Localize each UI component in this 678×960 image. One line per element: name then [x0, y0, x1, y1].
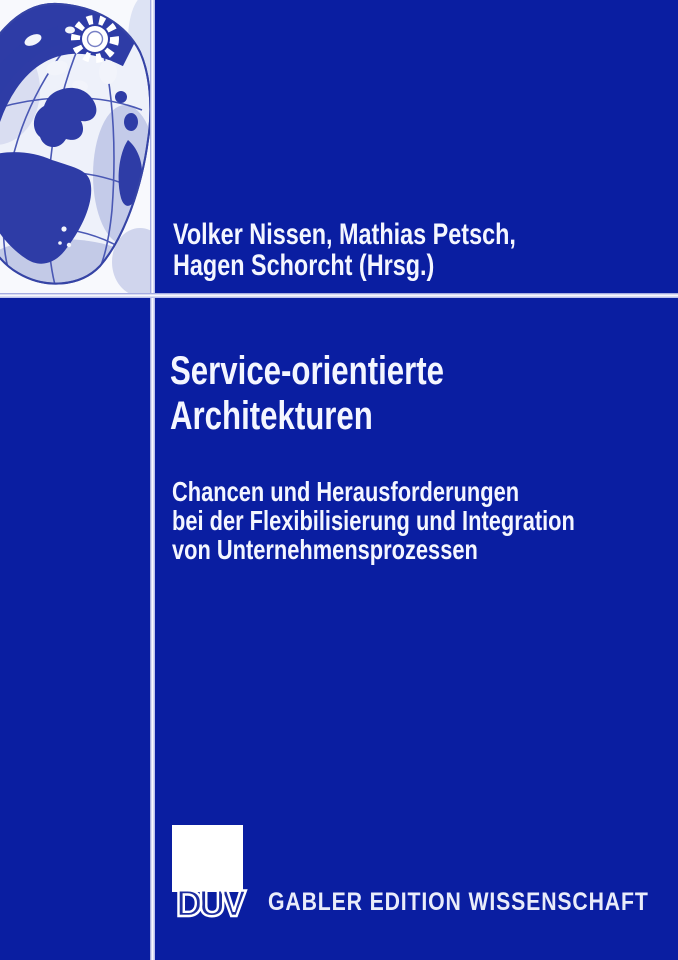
globe-icon: [0, 0, 150, 293]
author-line-1: Volker Nissen, Mathias Petsch,: [173, 218, 516, 251]
author-line-2: Hagen Schorcht (Hrsg.): [173, 249, 435, 282]
globe-illustration: [0, 0, 150, 293]
title-line-1: Service-orientierte: [170, 349, 444, 393]
horizontal-divider: [0, 293, 678, 298]
subtitle-line-1: Chancen und Herausforderungen: [172, 476, 520, 507]
subtitle-line-2: bei der Flexibilisierung und Integration: [172, 505, 575, 536]
edition-label: GABLER EDITION WISSENSCHAFT: [268, 888, 649, 916]
book-subtitle: [172, 477, 575, 564]
publisher-logo-square: [172, 825, 243, 892]
title-line-2: Architekturen: [170, 394, 373, 438]
vertical-divider: [150, 0, 155, 960]
subtitle-line-3: von Unternehmensprozessen: [172, 534, 478, 565]
book-title: [170, 349, 444, 439]
publisher-logo-duv: DUV: [176, 883, 243, 924]
author-names: [173, 219, 516, 281]
